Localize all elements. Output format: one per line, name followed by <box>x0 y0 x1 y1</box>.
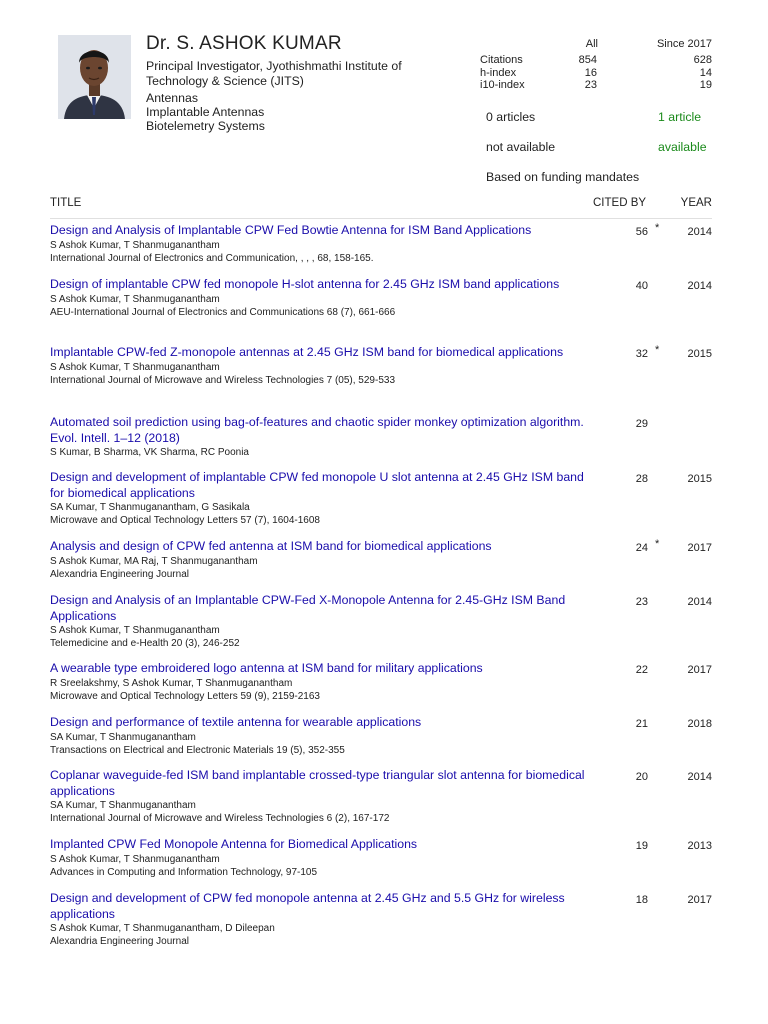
article-row <box>50 223 712 277</box>
available-count[interactable]: 1 article <box>658 110 702 124</box>
article-title-link[interactable]: Automated soil prediction using bag-of-features and chaotic spider monkey optimization algorithm. Evol. Intell. 1–12 (2018) <box>50 415 584 445</box>
stats-since-value: 19 <box>699 79 712 91</box>
article-row <box>50 837 712 891</box>
cited-by-count[interactable]: 21 <box>635 718 648 730</box>
article-year: 2018 <box>687 718 712 730</box>
article-title-link[interactable]: Implanted CPW Fed Monopole Antenna for Biomedical Applications <box>50 837 418 851</box>
article-title-link[interactable]: A wearable type embroidered logo antenna at ISM band for military applications <box>50 661 483 675</box>
cited-by-count[interactable]: 22 <box>635 664 648 676</box>
interest-link[interactable]: Antennas <box>146 91 198 105</box>
article-authors: S Ashok Kumar, MA Raj, T Shanmuganantham <box>50 555 258 567</box>
not-available-count[interactable]: 0 articles <box>486 110 536 124</box>
stats-label[interactable]: i10-index <box>480 79 525 91</box>
article-row <box>50 345 712 415</box>
public-access-panel <box>486 110 712 184</box>
mandates-note: Based on funding mandates <box>486 170 640 184</box>
available-label: available <box>658 140 707 154</box>
stats-label[interactable]: h-index <box>480 66 517 79</box>
article-year: 2014 <box>687 226 712 238</box>
article-venue: International Journal of Electronics and Communication, , , , 68, 158-165. <box>50 252 374 264</box>
cited-by-count[interactable]: 40 <box>635 280 648 292</box>
cited-by-sort-header[interactable]: CITED BY <box>593 197 647 209</box>
article-row <box>50 539 712 593</box>
citation-stats-table <box>480 38 712 92</box>
stats-since-value: 628 <box>693 54 712 66</box>
cited-by-count[interactable]: 24 <box>635 542 648 554</box>
article-authors: SA Kumar, T Shanmuganantham <box>50 800 196 811</box>
article-row <box>50 891 712 951</box>
profile-name: Dr. S. ASHOK KUMAR <box>146 33 342 54</box>
cited-by-count[interactable]: 19 <box>635 840 648 852</box>
cited-by-count[interactable]: 18 <box>635 894 648 906</box>
articles-table-header <box>50 196 712 219</box>
not-available-label: not available <box>486 140 556 154</box>
article-year: 2017 <box>687 664 712 676</box>
article-title-link[interactable]: Design and Analysis of Implantable CPW Fed Bowtie Antenna for ISM Band Applications <box>50 223 532 237</box>
cited-by-count[interactable]: 20 <box>635 771 648 783</box>
article-title-link[interactable]: Design and performance of textile antenna for wearable applications <box>50 715 422 729</box>
article-venue: Telemedicine and e-Health 20 (3), 246-252 <box>50 638 240 649</box>
stats-header <box>480 38 712 54</box>
article-year: 2014 <box>687 771 712 783</box>
article-authors: S Ashok Kumar, T Shanmuganantham <box>50 361 220 373</box>
research-interests <box>146 91 265 134</box>
stats-row-citations <box>480 54 712 67</box>
stats-all-value: 16 <box>584 66 597 79</box>
merged-citation-marker: * <box>655 538 660 550</box>
article-authors: S Ashok Kumar, T Shanmuganantham <box>50 293 220 305</box>
article-authors: SA Kumar, T Shanmuganantham, G Sasikala <box>50 502 250 513</box>
article-row <box>50 768 712 837</box>
article-title-link[interactable]: Implantable CPW-fed Z-monopole antennas at 2.45 GHz ISM band for biomedical applications <box>50 345 564 359</box>
article-venue: Microwave and Optical Technology Letters 57 (7), 1604-1608 <box>50 515 320 526</box>
article-year: 2014 <box>687 596 712 608</box>
stats-label[interactable]: Citations <box>480 54 523 66</box>
articles-list <box>50 223 712 951</box>
merged-citation-marker: * <box>655 222 660 234</box>
article-title-link[interactable]: Design and development of implantable CPW fed monopole U slot antenna at 2.45 GHz ISM band for biomedical applications <box>50 470 584 500</box>
article-venue: Advances in Computing and Information Technology, 97-105 <box>50 866 318 878</box>
article-authors: S Ashok Kumar, T Shanmuganantham, D Dileepan <box>50 923 275 934</box>
cited-by-count[interactable]: 28 <box>635 473 648 485</box>
article-title-link[interactable]: Design and development of CPW fed monopole antenna at 2.45 GHz and 5.5 GHz for wireless applications <box>50 891 565 921</box>
stats-row-h-index <box>480 67 712 80</box>
cited-by-count[interactable]: 32 <box>635 348 648 360</box>
article-row <box>50 715 712 768</box>
article-title-link[interactable]: Design and Analysis of an Implantable CPW-Fed X-Monopole Antenna for 2.45-GHz ISM Band Applications <box>50 593 566 623</box>
article-authors: S Kumar, B Sharma, VK Sharma, RC Poonia <box>50 447 249 458</box>
article-authors: S Ashok Kumar, T Shanmuganantham <box>50 853 220 865</box>
article-year: 2015 <box>687 348 712 360</box>
stats-since-value: 14 <box>699 66 712 79</box>
article-authors: R Sreelakshmy, S Ashok Kumar, T Shanmuganantham <box>50 677 293 689</box>
article-row <box>50 415 712 470</box>
article-title-link[interactable]: Analysis and design of CPW fed antenna at ISM band for biomedical applications <box>50 539 492 553</box>
article-title-link[interactable]: Coplanar waveguide-fed ISM band implantable crossed-type triangular slot antenna for biomedical applications <box>50 768 585 798</box>
article-venue: International Journal of Microwave and Wireless Technologies 6 (2), 167-172 <box>50 813 390 824</box>
article-venue: Transactions on Electrical and Electronic Materials 19 (5), 352-355 <box>50 744 345 756</box>
article-year: 2014 <box>687 280 712 292</box>
stats-col-since: Since 2017 <box>656 38 712 50</box>
article-venue: Alexandria Engineering Journal <box>50 568 189 580</box>
cited-by-count[interactable]: 29 <box>635 418 648 430</box>
avatar <box>58 35 131 119</box>
article-row <box>50 470 712 539</box>
article-title-link[interactable]: Design of implantable CPW fed monopole H-slot antenna for 2.45 GHz ISM band applications <box>50 277 560 291</box>
interest-link[interactable]: Biotelemetry Systems <box>146 119 265 134</box>
title-sort-header[interactable]: TITLE <box>50 197 82 209</box>
article-year: 2015 <box>687 473 712 485</box>
stats-all-value: 23 <box>584 79 597 91</box>
article-venue: Microwave and Optical Technology Letters 59 (9), 2159-2163 <box>50 690 320 702</box>
article-authors: SA Kumar, T Shanmuganantham <box>50 731 196 743</box>
article-year: 2013 <box>687 840 712 852</box>
article-row <box>50 661 712 715</box>
article-row <box>50 593 712 661</box>
article-year: 2017 <box>687 894 712 906</box>
article-authors: S Ashok Kumar, T Shanmuganantham <box>50 239 220 251</box>
article-row <box>50 277 712 345</box>
year-sort-header[interactable]: YEAR <box>680 197 712 209</box>
article-venue: International Journal of Microwave and Wireless Technologies 7 (05), 529-533 <box>50 374 396 386</box>
stats-row-i10-index <box>480 79 712 92</box>
article-year: 2017 <box>687 542 712 554</box>
profile-affiliation: Principal Investigator, Jyothishmathi Institute of Technology & Science (JITS) <box>146 59 402 88</box>
interest-link[interactable]: Implantable Antennas <box>146 105 265 120</box>
profile-photo <box>58 35 131 119</box>
merged-citation-marker: * <box>655 344 660 356</box>
article-venue: AEU-International Journal of Electronics and Communications 68 (7), 661-666 <box>50 306 396 318</box>
stats-col-all: All <box>585 38 598 50</box>
cited-by-count[interactable]: 56 <box>635 226 648 238</box>
cited-by-count[interactable]: 23 <box>635 596 648 608</box>
stats-all-value: 854 <box>578 54 597 66</box>
article-venue: Alexandria Engineering Journal <box>50 936 189 947</box>
article-authors: S Ashok Kumar, T Shanmuganantham <box>50 625 220 636</box>
